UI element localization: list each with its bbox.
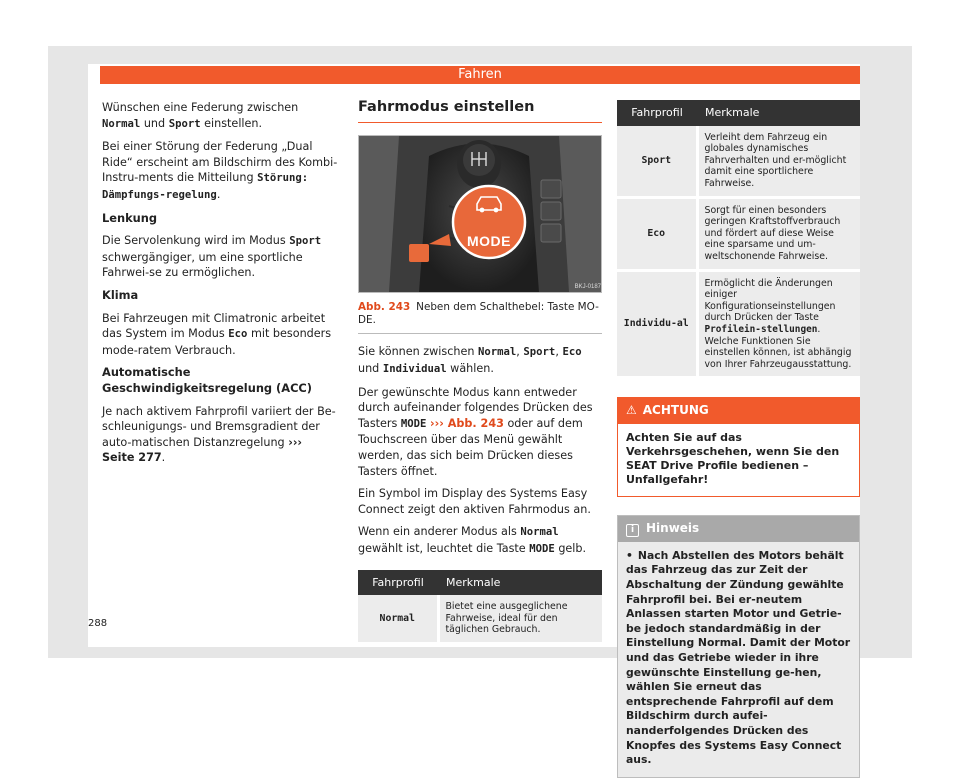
description-cell: Verleiht dem Fahrzeug ein globales dynamisches Fahrverhalten und er-möglicht damit eine sportlichere Fahrweise. [697, 126, 860, 197]
page-link[interactable]: ››› Seite 277 [102, 435, 303, 465]
note-box [617, 515, 860, 778]
paragraph: Wenn ein anderer Modus als Normal gewählt ist, leuchtet die Taste MODE gelb. [358, 525, 587, 555]
section-title: Fahrmodus einstellen [358, 100, 602, 123]
table-row [358, 595, 602, 643]
paragraph: Ein Symbol im Display des Systems Easy Connect zeigt den aktiven Fahrmodus an. [358, 487, 591, 516]
paragraph: Sie können zwischen Normal, Sport, Eco und Individual wählen. [358, 345, 582, 375]
profile-table-2 [617, 100, 860, 379]
paragraph: Die Servolenkung wird im Modus Sport schwergängiger, um eine sportliche Fahrwei-se zu ermöglichen. [102, 234, 322, 280]
figure-caption: Abb. 243 Neben dem Schalthebel: Taste MO-DE. [358, 301, 602, 335]
table-header: Merkmale [697, 100, 860, 126]
profile-cell: Normal [358, 595, 438, 643]
table-row [617, 126, 860, 197]
paragraph: Je nach aktivem Fahrprofil variiert der Be-schleunigungs- und Bremsgradient der auto-matischen Distanzregelung ››› Seite 277. [102, 404, 336, 465]
column-left [102, 100, 338, 473]
figure-code: BKJ-0187 [574, 283, 601, 290]
heading-acc: Automatische Geschwindigkeitsregelung (ACC) [102, 365, 312, 395]
paragraph: Wünschen eine Federung zwischen Normal und Sport einstellen. [102, 101, 299, 130]
column-right [617, 100, 860, 778]
table-row [617, 197, 860, 270]
mode-button-label: MODE [467, 232, 511, 249]
column-middle [358, 100, 602, 645]
profile-cell: Individu-al [617, 270, 697, 378]
paragraph: Der gewünschte Modus kann entweder durch aufeinander folgendes Drücken des Tasters MODE ››› Abb. 243 oder auf dem Touchscreen über das Menü gewählt werden, das sich beim Drücken dieses Tasters öffnet. [358, 385, 593, 478]
bullet: • [626, 548, 633, 562]
page-number: 288 [88, 618, 108, 629]
paragraph: Bei einer Störung der Federung „Dual Ride“ erscheint am Bildschirm des Kombi-Instru-ments die Mitteilung Störung: Dämpfungs-regelung. [102, 140, 338, 201]
figure-link[interactable]: ››› Abb. 243 [430, 416, 504, 430]
profile-cell: Sport [617, 126, 697, 197]
warning-triangle-icon: ⚠ [626, 403, 637, 418]
table-row [617, 270, 860, 378]
description-cell: Sorgt für einen besonders geringen Kraftstoffverbrauch und fördert auf diese Weise eine sparsame und um-weltschonende Fahrweise. [697, 197, 860, 270]
description-cell: Ermöglicht die Änderungen einiger Konfigurationseinstellungen durch Drücken der Taste Profilein-stellungen. Welche Funktionen Sie einstellen können, ist abhängig von Ihrer Fahrzeugausstattung. [697, 270, 860, 378]
figure-mode-button [358, 135, 602, 293]
table-header: Fahrprofil [358, 570, 438, 596]
description-cell: Bietet eine ausgeglichene Fahrweise, ideal für den täglichen Gebrauch. [438, 595, 602, 643]
note-header: i Hinweis [618, 516, 859, 542]
chapter-header: Fahren [100, 66, 860, 84]
warning-header: ⚠ ACHTUNG [618, 398, 859, 424]
warning-text: Achten Sie auf das Verkehrsgeschehen, wenn Sie den SEAT Drive Profile bedienen – Unfallgefahr! [618, 424, 859, 496]
heading-lenkung: Lenkung [102, 210, 158, 225]
warning-box [617, 397, 860, 497]
gear-console-illustration [359, 136, 601, 292]
info-icon: i [626, 524, 639, 537]
table-header: Merkmale [438, 570, 602, 596]
profile-cell: Eco [617, 197, 697, 270]
note-text: • Nach Abstellen des Motors behält das Fahrzeug das zur Zeit der Abschaltung der Zündung gewählte Fahrprofil bei. Bei er-neutem Anlassen starten Motor und Getrie-be jedoch standardmäßig in der Einstellung Normal. Damit der Motor und das Getriebe wieder in ihre gewünschte Einstellung ge-hen, wählen Sie erneut das entsprechende Fahrprofil auf dem Bildschirm durch aufei-nanderfolgendes Drücken des Knopfes des Systems Easy Connect aus. [618, 542, 859, 777]
heading-klima: Klima [102, 287, 139, 302]
paragraph: Bei Fahrzeugen mit Climatronic arbeitet das System im Modus Eco mit besonders mode-ratem Verbrauch. [102, 311, 332, 357]
table-header: Fahrprofil [617, 100, 697, 126]
profile-table-1 [358, 570, 602, 645]
